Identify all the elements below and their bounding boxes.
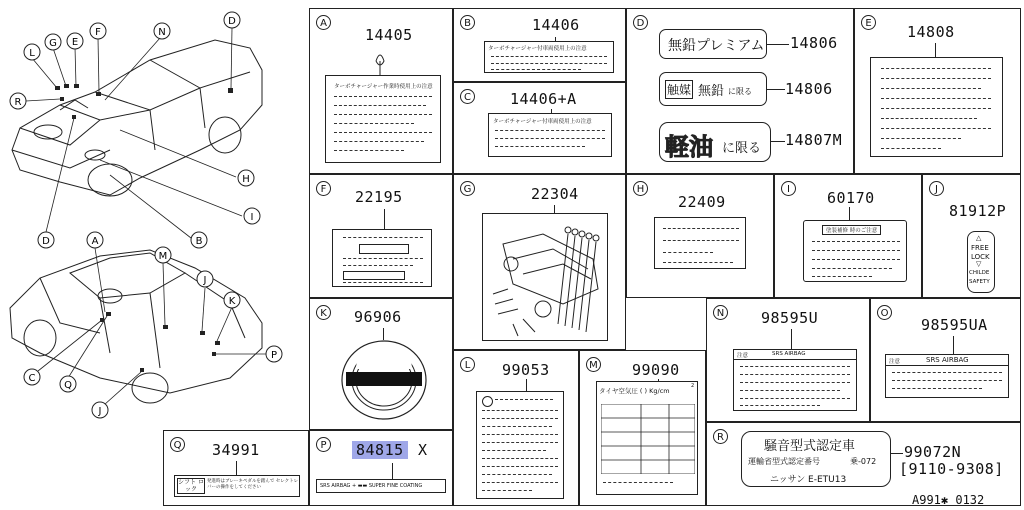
panel-E [854, 8, 1021, 174]
sticker-child-lock: △ FREE LOCK ▽ CHILDE SAFETY [967, 231, 995, 293]
sticker [870, 57, 1003, 157]
sticker-text: 無鉛プレミアム [668, 38, 765, 54]
callout-M: M [158, 251, 168, 262]
panel-N [706, 298, 870, 422]
sticker-title: タイヤ空気圧 ( ) Kg/cm [599, 387, 670, 395]
callout-D: D [228, 16, 236, 27]
sticker [654, 217, 746, 269]
sticker-coating [316, 479, 446, 493]
part-number: 98595UA [921, 316, 988, 334]
part-number: 96906 [354, 308, 402, 326]
sticker [803, 220, 907, 282]
panel-A [309, 8, 453, 174]
engine-diagram [483, 214, 609, 342]
callout-G: G [49, 38, 57, 49]
panel-I [774, 174, 922, 298]
sticker-title: 塗装補修 時のご注意 [822, 225, 881, 235]
panel-P [309, 430, 453, 506]
panel-letter: R [713, 429, 728, 444]
callout-E: E [71, 37, 79, 48]
line-3: CHILDE [969, 270, 990, 276]
panel-G [453, 174, 626, 350]
sticker-noise-cert [741, 431, 891, 487]
part-range: [9110-9308] [899, 460, 1004, 478]
panel-letter: K [316, 305, 331, 320]
part-number: 81912P [949, 202, 1007, 220]
panel-letter: E [861, 15, 876, 30]
panel-letter: J [929, 181, 944, 196]
callout-B: B [195, 236, 203, 247]
part-number: 14808 [907, 23, 955, 41]
panel-letter: I [781, 181, 796, 196]
panel-Q [163, 430, 309, 506]
part-number: 99090 [632, 361, 680, 379]
callout-F: F [95, 27, 101, 38]
part-number: 14807M [785, 131, 843, 149]
panel-letter: H [633, 181, 648, 196]
figure-code: A991✱ 0132 [912, 493, 985, 507]
part-number: 22195 [355, 188, 403, 206]
panel-F [309, 174, 453, 298]
panel-letter: N [713, 305, 728, 320]
part-number: 14405 [365, 26, 413, 44]
sticker-title: ターボチャージャー作業時使用上の注意 [334, 84, 433, 90]
part-number: 84815 [352, 441, 408, 459]
part-number: 14406 [532, 16, 580, 34]
part-number: 14806 [785, 80, 833, 98]
line-2: LOCK [971, 253, 990, 261]
panel-letter: D [633, 15, 648, 30]
sticker-diesel [659, 122, 771, 162]
sticker-title: ターボチャージャー付車両使用上の注意 [488, 46, 587, 52]
panel-letter: B [460, 15, 475, 30]
sticker [476, 391, 564, 499]
callout-C: C [28, 373, 36, 384]
part-suffix: X [418, 441, 428, 459]
callout-markers-front [10, 12, 260, 248]
sticker-line-2b: 乗-072 [850, 457, 877, 466]
callout-markers-rear [24, 232, 282, 418]
sticker-srs [733, 349, 857, 411]
car-illustration-front [0, 0, 300, 250]
sticker [484, 41, 614, 73]
callout-I: I [250, 212, 254, 223]
sticker-box: シフト ロック [178, 479, 204, 493]
sticker-title: ターボチャージャー付車両使用上の注意 [493, 119, 592, 125]
sticker-title-left: 注意 [737, 353, 749, 359]
part-number: 14406+A [510, 90, 577, 108]
sticker-small: に限る [728, 87, 752, 96]
panel-K [309, 298, 453, 430]
sticker [332, 229, 432, 287]
panel-letter: C [460, 89, 475, 104]
callout-D2: D [42, 236, 50, 247]
sticker-line-3: ニッサン E-ETU13 [770, 475, 847, 485]
panel-letter: P [316, 437, 331, 452]
part-number: 60170 [827, 189, 875, 207]
sticker-text: 発進時はブレーキペダルを踏んで セレクトレバーの操作をしてください [207, 479, 299, 490]
callout-N: N [158, 27, 166, 38]
sticker-text: 軽油 [665, 133, 713, 161]
part-number: 34991 [212, 441, 260, 459]
sticker-box: 触媒 [665, 80, 693, 99]
panel-letter: M [586, 357, 601, 372]
panel-letter: G [460, 181, 475, 196]
panel-M [579, 350, 706, 506]
sticker-engine-diagram [482, 213, 608, 341]
sticker-premium [659, 29, 767, 59]
panel-letter: A [316, 15, 331, 30]
sticker-text: SRS AIRBAG + ▬▬ SUPER FINE COATING [320, 483, 423, 489]
callout-L: L [29, 48, 35, 59]
panel-D [626, 8, 854, 174]
panel-J [922, 174, 1021, 298]
panel-B [453, 8, 626, 82]
callout-Q: Q [64, 380, 72, 391]
callout-A: A [91, 236, 99, 247]
panel-letter: F [316, 181, 331, 196]
sticker-shift-lock [174, 475, 300, 497]
callout-H: H [242, 174, 250, 185]
part-number: 22409 [678, 193, 726, 211]
sticker-text: 無鉛 [698, 84, 725, 99]
sticker [488, 113, 612, 157]
line-4: SAFETY [969, 279, 990, 285]
part-number: 14806 [790, 34, 838, 52]
part-number: 22304 [531, 185, 579, 203]
callout-J2: J [98, 406, 102, 417]
pressure-table [601, 404, 695, 474]
sticker-tire-pressure [596, 381, 698, 495]
panel-letter: Q [170, 437, 185, 452]
callout-R: R [14, 97, 22, 108]
panel-letter: O [877, 305, 892, 320]
sticker-title: SRS AIRBAG [772, 351, 806, 357]
panel-H [626, 174, 774, 298]
panel-L [453, 350, 579, 506]
sticker-srs [885, 354, 1009, 398]
part-number: 99072N [904, 443, 962, 461]
car-illustration-rear [0, 228, 300, 428]
sticker-title: SRS AIRBAG [926, 356, 969, 364]
sticker-title-left: 注意 [889, 359, 901, 365]
sticker-small: に限る [722, 141, 762, 156]
sticker-sup: 2 [691, 383, 695, 389]
panel-O [870, 298, 1021, 422]
sticker [325, 75, 441, 163]
panel-letter: L [460, 357, 475, 372]
callout-K: K [228, 296, 236, 307]
callout-P: P [270, 350, 278, 361]
line-1: FREE [971, 244, 989, 252]
callout-J: J [203, 275, 207, 286]
sticker-line-1: 騒音型式認定車 [764, 439, 856, 454]
round-emblem [340, 339, 428, 421]
part-number: 98595U [761, 309, 819, 327]
part-number: 99053 [502, 361, 550, 379]
sticker-unleaded [659, 72, 767, 106]
panel-C [453, 82, 626, 174]
sticker-line-2: 運輸省型式認定番号 [748, 457, 820, 466]
